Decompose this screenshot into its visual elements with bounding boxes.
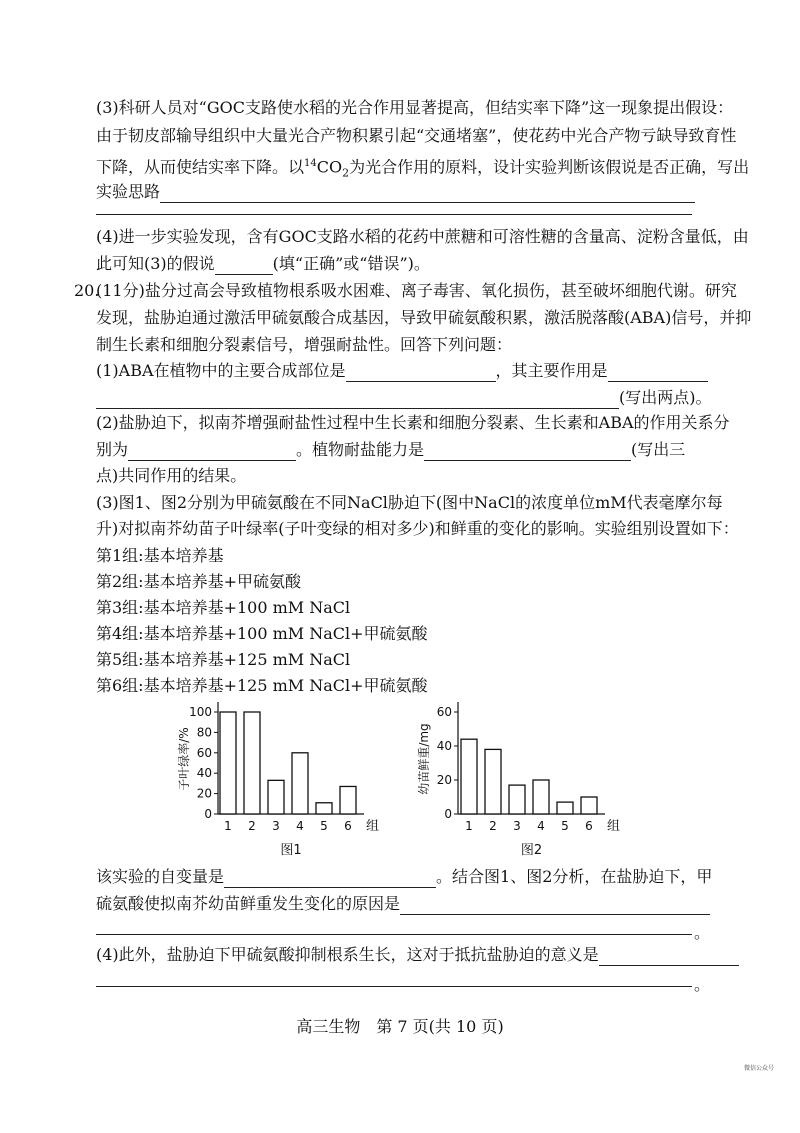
answer-blank-20-2b[interactable] [424,442,631,461]
answer-line-20-4b[interactable] [96,986,692,987]
answer-blank-19-3a[interactable] [160,184,695,203]
bar-group-3 [509,785,525,814]
period-20-3: 。 [694,923,711,942]
y-tick-label: 20 [436,773,452,787]
q20-s1-tail: (写出两点)。 [619,388,712,407]
answer-blank-20-3b[interactable] [400,896,710,915]
group-item-4: 第4组:基本培养基+100 mM NaCl+甲硫氨酸 [96,624,428,643]
q20-s2-mid: 。植物耐盐能力是 [296,440,425,459]
x-tick-label: 3 [272,819,280,833]
bar-group-2 [485,749,501,814]
q20-after1-pre: 该实验的自变量是 [96,867,225,886]
q20-s1-pre: (1)ABA在植物中的主要合成部位是 [96,361,346,380]
q19-p3-line1: (3)科研人员对“GOC支路使水稻的光合作用显著提高，但结实率下降”这一现象提出假设： [96,98,734,117]
q20-s4-line [96,944,739,966]
x-tick-label: 6 [344,819,352,833]
bar-group-5 [557,802,573,814]
q20-s2-line3: 点)共同作用的结果。 [96,466,247,485]
group-item-3: 第3组:基本培养基+100 mM NaCl [96,598,351,617]
watermark-text: 微信公众号 [744,1065,775,1072]
group-item-6: 第6组:基本培养基+125 mM NaCl+甲硫氨酸 [96,676,428,695]
y-tick-label: 0 [204,807,212,821]
x-tick-label: 2 [489,819,497,833]
figure-caption: 图1 [280,843,302,858]
y-tick-label: 0 [444,807,452,821]
q20-after-line2 [96,893,710,915]
q20-s3-line1: (3)图1、图2分别为甲硫氨酸在不同NaCl胁迫下(图中NaCl的浓度单位mM代表毫摩尔每 [96,493,723,512]
q20-s4-text: (4)此外，盐胁迫下甲硫氨酸抑制根系生长，这对于抵抗盐胁迫的意义是 [96,945,599,964]
answer-blank-20-3a[interactable] [224,869,436,888]
figures-svg [0,690,800,860]
q20-intro3: 制生长素和细胞分裂素信号，增强耐盐性。回答下列问题： [96,335,513,354]
x-tick-label: 4 [296,819,304,833]
page-footer: 高三生物 第 7 页(共 10 页) [296,1017,504,1036]
y-tick-label: 60 [436,705,452,719]
q20-after1-post: 。结合图1、图2分析，在盐胁迫下，甲 [436,867,713,886]
answer-line-20-3c[interactable] [96,934,692,935]
group-item-2: 第2组:基本培养基+甲硫氨酸 [96,572,301,591]
bar-group-4 [292,753,308,814]
answer-blank-19-4[interactable] [215,256,273,275]
x-tick-label: 5 [320,819,328,833]
bar-group-3 [268,780,284,814]
q19-p4-line2-pre: 此可知(3)的假说 [96,254,215,273]
y-tick-label: 80 [196,725,212,740]
group-item-1: 第1组:基本培养基 [96,546,224,565]
q19-p3-line4-label: 实验思路 [96,182,161,201]
bar-group-1 [220,712,236,814]
x-tick-label: 5 [561,819,569,833]
answer-blank-20-1c[interactable] [96,390,619,409]
x-tick-label: 3 [513,819,521,833]
x-tick-label: 1 [465,819,473,833]
bar-group-5 [316,803,332,814]
q19-p4-line1: (4)进一步实验发现，含有GOC支路水稻的花药中蔗糖和可溶性糖的含量高、淀粉含量低，由 [96,227,749,246]
answer-blank-20-2a[interactable] [128,442,296,461]
q20-after-line1 [96,866,712,888]
q19-p3-line2: 由于韧皮部输导组织中大量光合产物积累引起“交通堵塞”，使花药中光合产物亏缺导致育性 [96,126,737,145]
isotope-14: 14 [304,158,317,169]
q19-p3-line4 [96,181,695,203]
bar-group-6 [340,786,356,814]
q19-p3-line3-pre: 下降，从而使结实率下降。以 [96,157,305,177]
chart-fig1 [176,702,379,858]
bar-group-4 [533,780,549,814]
answer-blank-20-4a[interactable] [599,947,739,966]
x-tick-label: 4 [537,819,545,833]
q20-s2-post: (写出三 [631,440,686,459]
y-tick-label: 100 [189,705,212,719]
q20-s2-pre: 别为 [96,440,129,459]
q20-number: 20. [74,281,100,300]
x-tick-label: 2 [248,819,256,833]
q20-after2-text: 硫氨酸使拟南芥幼苗鲜重发生变化的原因是 [96,894,401,913]
q20-intro1: (11分)盐分过高会导致植物根系吸水困难、离子毒害、氧化损伤，甚至破坏细胞代谢。研究 [96,281,737,300]
x-axis-label: 组 [607,819,621,834]
q20-s3-line2: 升)对拟南芥幼苗子叶绿率(子叶变绿的相对多少)和鲜重的变化的影响。实验组别设置如下： [96,519,739,538]
chart-fig2 [416,702,620,858]
y-axis-label: 幼苗鲜重/mg [417,723,431,795]
y-tick-label: 20 [196,786,212,801]
q20-s1-line2 [96,387,712,409]
q19-p4-line2-post: (填“正确”或“错误”)。 [272,254,430,273]
figure-caption: 图2 [520,843,543,858]
x-axis-label: 组 [366,819,380,834]
bar-group-1 [461,739,477,814]
x-tick-label: 1 [224,819,232,833]
co-text: CO [316,157,343,177]
answer-blank-20-1b[interactable] [608,363,708,382]
q19-p3-line3 [96,153,749,185]
q20-s1-line [96,360,708,382]
bar-group-2 [244,712,260,814]
group-item-5: 第5组:基本培养基+125 mM NaCl [96,650,351,669]
q19-p4-line2 [96,253,430,275]
q19-p3-line3-post: 为光合作用的原料，设计实验判断该假说是否正确，写出 [349,157,750,177]
x-tick-label: 6 [585,819,593,833]
bar-group-6 [581,797,597,814]
q20-s2-line1: (2)盐胁迫下，拟南芥增强耐盐性过程中生长素和细胞分裂素、生长素和ABA的作用关系分 [96,413,730,432]
co2-subscript: 2 [342,166,350,180]
q20-intro2: 发现，盐胁迫通过激活甲硫氨酸合成基因，导致甲硫氨酸积累，激活脱落酸(ABA)信号，并抑 [96,308,752,327]
y-tick-label: 40 [436,739,452,753]
y-axis-label: 子叶绿率/% [177,727,191,791]
answer-line-19-3b[interactable] [96,214,692,215]
answer-blank-20-1a[interactable] [346,363,496,382]
y-tick-label: 60 [196,745,212,760]
q20-s2-line2 [96,439,685,461]
q20-s1-mid: ，其主要作用是 [495,361,608,380]
y-tick-label: 40 [196,766,212,781]
period-20-4: 。 [694,975,711,994]
